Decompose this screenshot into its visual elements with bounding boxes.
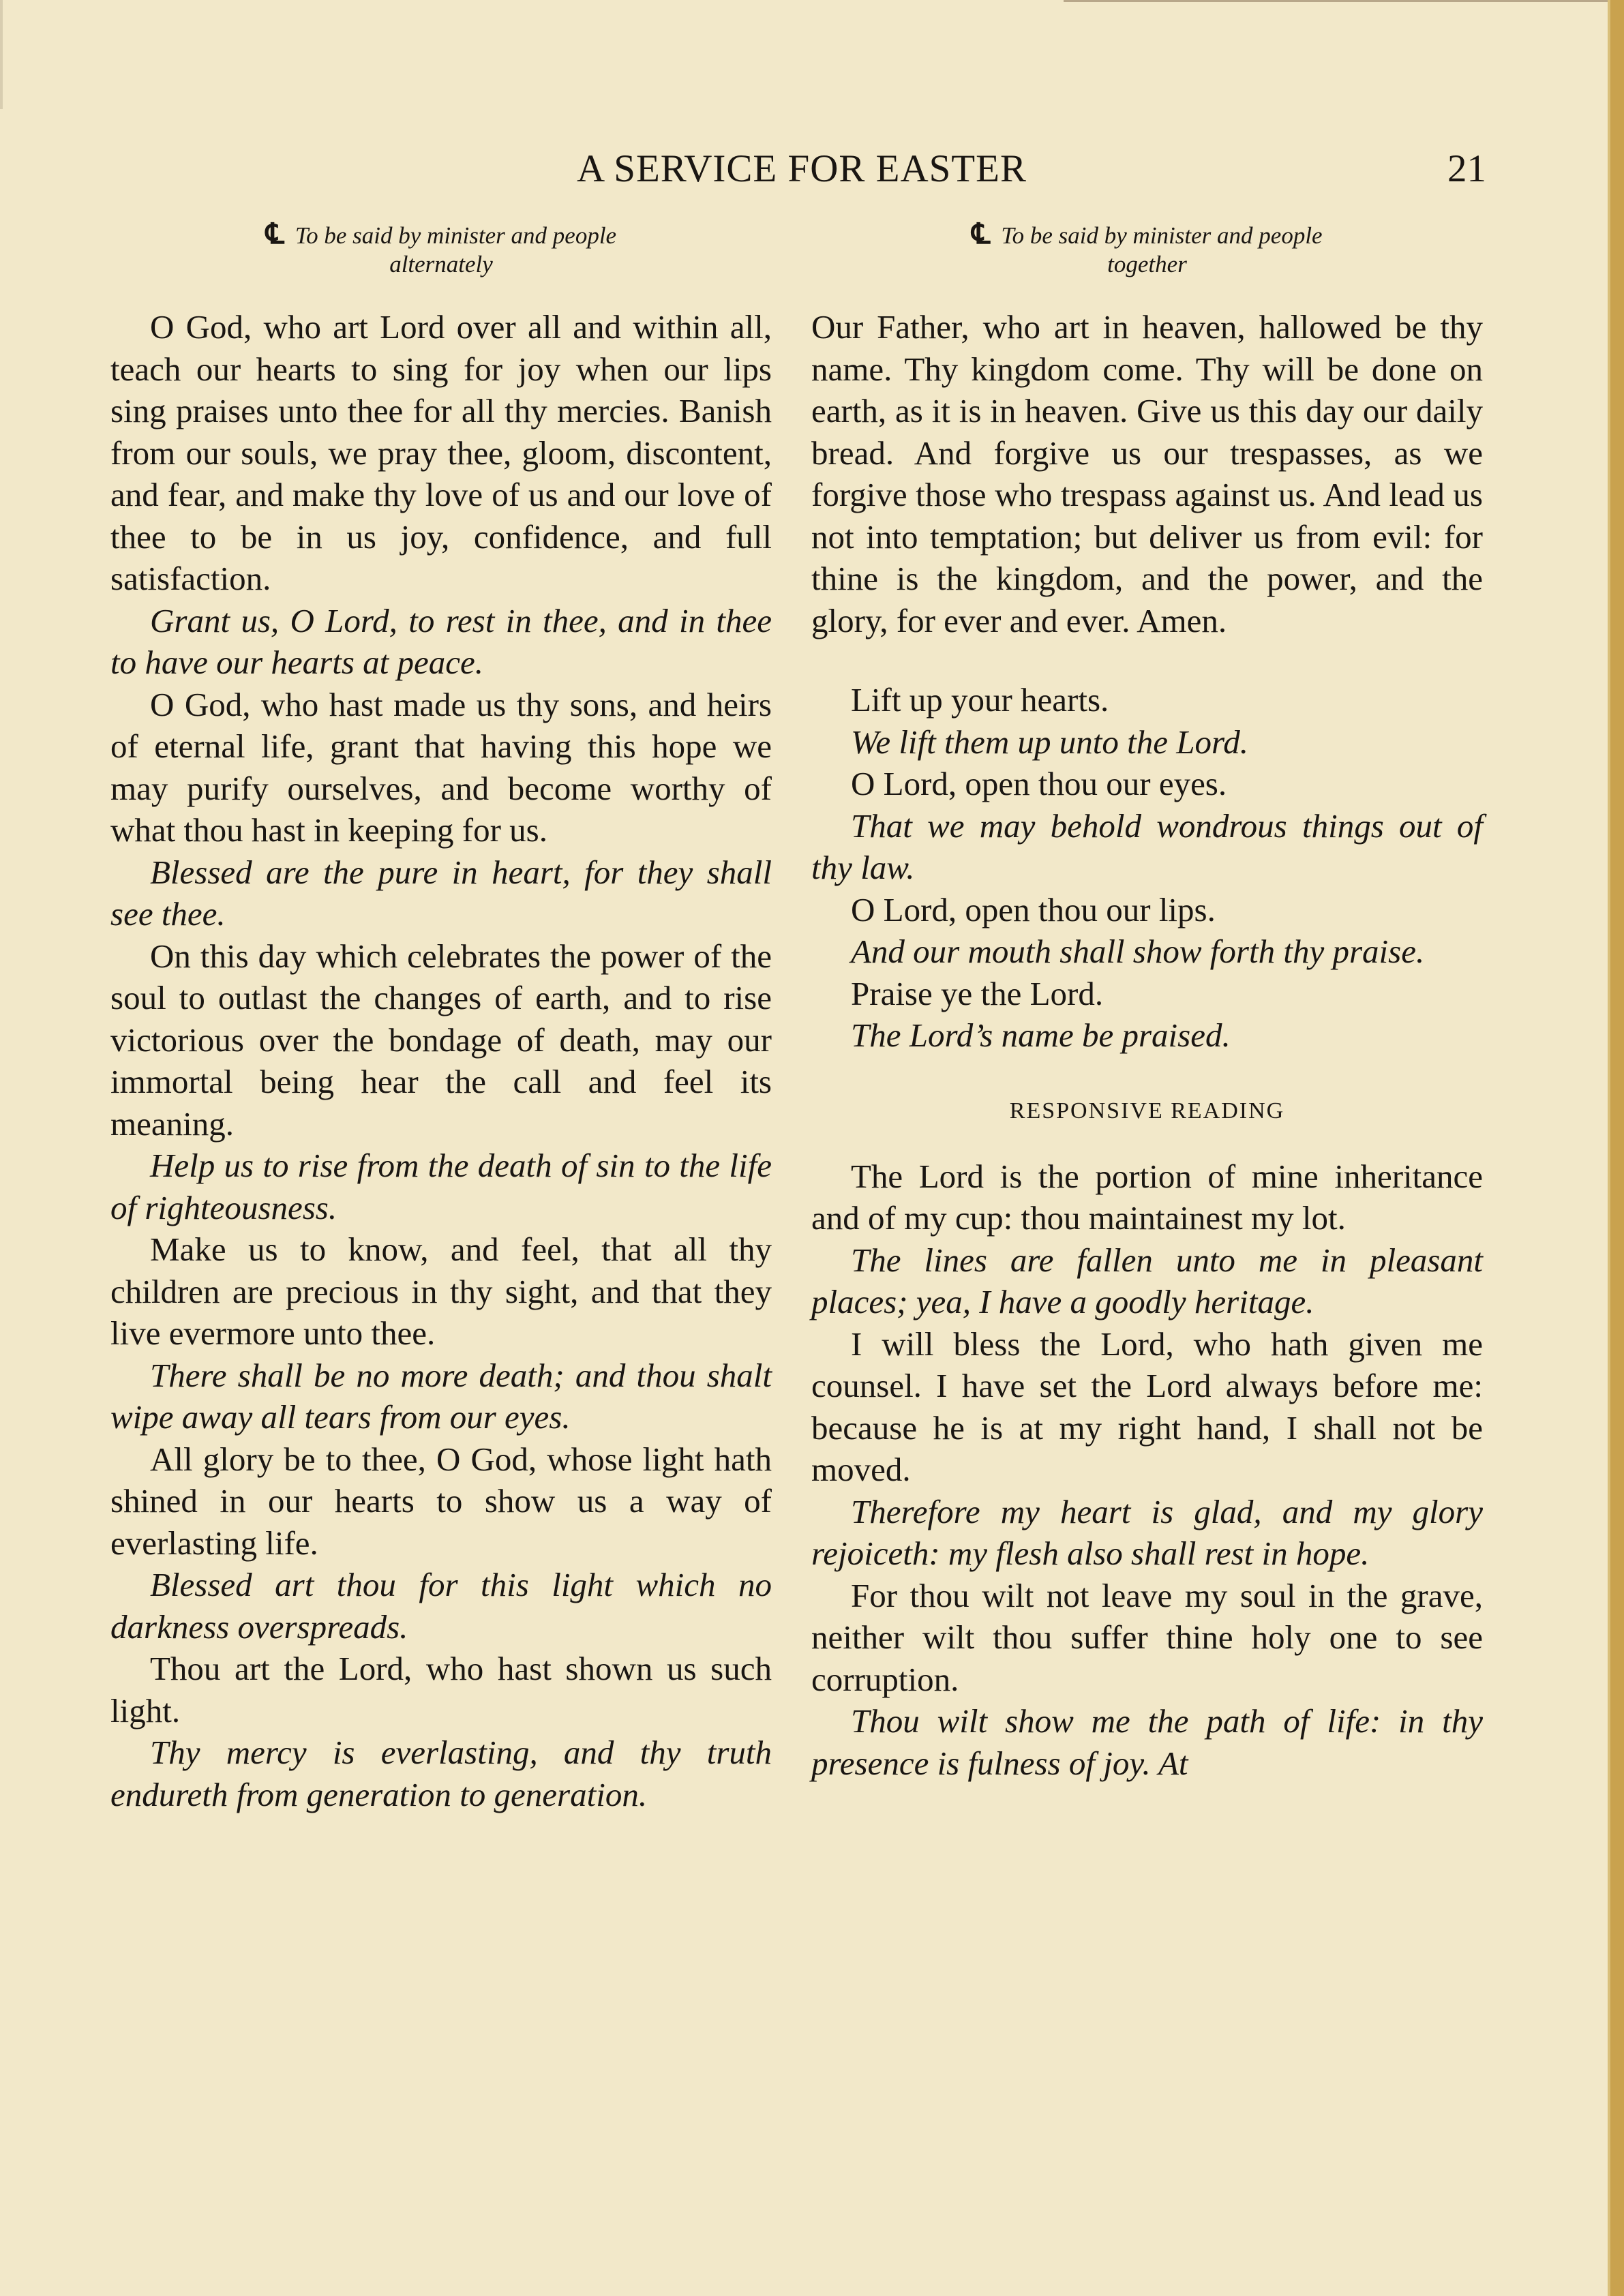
- page-number: 21: [1447, 147, 1486, 190]
- prayer-paragraph: O God, who hast made us thy sons, and heirs of eternal life, grant that having this hope we may purify ourselves, and become worthy of what thou hast in keeping for us.: [110, 685, 772, 849]
- versicle: O Lord, open thou our eyes.: [851, 765, 1227, 802]
- response-paragraph: Help us to rise from the death of sin to the life of righteousness.: [110, 1147, 772, 1226]
- versicles: [811, 679, 1483, 1057]
- rubric-line-2: alternately: [389, 251, 493, 277]
- versicle: O Lord, open thou our lips.: [851, 890, 1216, 928]
- prayer-paragraph: All glory be to thee, O God, whose light hath shined in our hearts to show us a way of everlasting life.: [110, 1440, 772, 1562]
- left-column: [110, 220, 772, 1815]
- section-heading: RESPONSIVE READING: [1009, 1098, 1285, 1123]
- rubric-line-2: together: [1107, 251, 1187, 277]
- response-paragraph: There shall be no more death; and thou shalt wipe away all tears from our eyes.: [110, 1356, 772, 1436]
- reading-verse: For thou wilt not leave my soul in the grave, neither wilt thou suffer thine holy one to see corruption.: [811, 1576, 1483, 1698]
- prayer-paragraph: O God, who art Lord over all and within all, teach our hearts to sing for joy when our lips sing praises unto thee for all thy mercies. Banish from our souls, we pray thee, gloom, discontent, and fear, and make thy love of us and our love of thee to be in us joy, confidence, and full satisfaction.: [110, 308, 772, 597]
- prayer-paragraph: On this day which celebrates the power of the soul to outlast the changes of earth, and to rise victorious over the bondage of death, may our immortal being hear the call and feel its meaning.: [110, 937, 772, 1143]
- paragraph-mark-icon: ℄: [972, 219, 991, 250]
- response-paragraph: Blessed are the pure in heart, for they shall see thee.: [110, 853, 772, 933]
- reading-verse: The Lord is the portion of mine inheritance and of my cup: thou maintainest my lot.: [811, 1157, 1483, 1237]
- right-column: [811, 220, 1483, 1784]
- reading-response: The lines are fallen unto me in pleasant places; yea, I have a goodly heritage.: [811, 1241, 1483, 1320]
- lords-prayer: Our Father, who art in heaven, hallowed be thy name. Thy kingdom come. Thy will be done on earth, as it is in heaven. Give us this day our daily bread. And forgive us our trespasses, as we forgive those who trespass against us. And lead us not into temptation; but deliver us from evil: for thine is the kingdom, and the power, and the glory, for ever and ever. Amen.: [811, 308, 1483, 639]
- page-edge: [1610, 0, 1624, 2296]
- rubric-line-1: To be said by minister and people: [1001, 222, 1323, 249]
- paragraph-mark-icon: ℄: [265, 219, 284, 250]
- reading-response: Thou wilt show me the path of life: in thy presence is fulness of joy. At: [811, 1702, 1483, 1782]
- versicle: Lift up your hearts.: [851, 681, 1109, 719]
- prayer-paragraph: Thou art the Lord, who hast shown us such light.: [110, 1650, 772, 1729]
- prayer-paragraph: Make us to know, and feel, that all thy children are precious in thy sight, and that they live evermore unto thee.: [110, 1230, 772, 1352]
- response-paragraph: Thy mercy is everlasting, and thy truth endureth from generation to generation.: [110, 1734, 772, 1813]
- versicle-response: We lift them up unto the Lord.: [851, 723, 1248, 761]
- reading-response: Therefore my heart is glad, and my glory rejoiceth: my flesh also shall rest in hope.: [811, 1492, 1483, 1572]
- versicle: Praise ye the Lord.: [851, 974, 1104, 1012]
- running-title: A SERVICE FOR EASTER: [577, 147, 1027, 190]
- reading-verse: I will bless the Lord, who hath given me counsel. I have set the Lord always before me: because he is at my right hand, I shall not be moved.: [811, 1325, 1483, 1488]
- rubric-alternately: [110, 220, 772, 279]
- versicle-response: That we may behold wondrous things out of thy law.: [811, 806, 1483, 886]
- page-top-rule: [1064, 0, 1624, 2]
- rubric-line-1: To be said by minister and people: [295, 222, 617, 249]
- page-left-edge: [0, 0, 3, 109]
- response-paragraph: Grant us, O Lord, to rest in thee, and in thee to have our hearts at peace.: [110, 601, 772, 681]
- versicle-response: The Lord’s name be praised.: [851, 1016, 1231, 1054]
- versicle-response: And our mouth shall show forth thy praise.: [851, 933, 1425, 970]
- rubric-together: [811, 220, 1483, 279]
- response-paragraph: Blessed art thou for this light which no darkness overspreads.: [110, 1566, 772, 1646]
